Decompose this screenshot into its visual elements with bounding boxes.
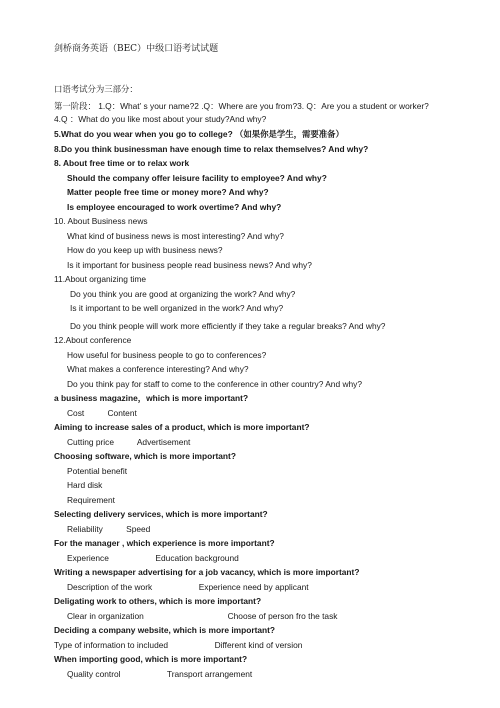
question-line: Is it important to be well organized in the work? And why? [70,303,284,313]
prompt-option: Potential benefit [67,466,128,476]
prompt-heading: Aiming to increase sales of a product, which is more important? [54,422,310,432]
question-line: How useful for business people to go to conferences? [67,350,267,360]
question-line: Should the company offer leisure facility to employee? And why? [67,173,327,183]
prompt-heading: Selecting delivery services, which is more important? [54,509,268,519]
prompt-heading: Deciding a company website, which is more important? [54,625,276,635]
question-5: 5.What do you wear when you go to college? （如果你是学生，需要准备） [54,129,344,139]
part-one-questions: 第一阶段： 1.Q：What’ s your name?2 .Q：Where are you from?3. Q：Are you a student or worker? [54,101,429,111]
document-title: 剑桥商务英语（BEC）中级口语考试试题 [54,44,219,54]
question-4: 4.Q ：What do you like most about your study?And why? [54,114,267,124]
question-line: Do you think people will work more efficiently if they take a regular breaks? And why? [70,321,386,331]
prompt-options: Reliability Speed [67,524,151,534]
question-line: Is it important for business people read business news? And why? [67,260,312,270]
topic-organizing-time: 11.About organizing time [54,274,147,284]
question-line: What kind of business news is most interesting? And why? [67,231,284,241]
prompt-heading: Writing a newspaper advertising for a job vacancy, which is more important? [54,567,360,577]
prompt-heading: Choosing software, which is more important? [54,451,236,461]
prompt-heading: a business magazine，which is more important? [54,393,249,403]
topic-conference: 12.About conference [54,335,132,345]
question-line: How do you keep up with business news? [67,245,223,255]
prompt-option: Hard disk [67,480,103,490]
prompt-options: Cost Content [67,408,137,418]
prompt-options: Experience Education background [67,553,239,563]
question-line: Matter people free time or money more? And why? [67,187,269,197]
question-line: Do you think pay for staff to come to the conference in other country? And why? [67,379,363,389]
question-line: What makes a conference interesting? And why? [67,364,249,374]
topic-business-news: 10. About Business news [54,216,148,226]
prompt-options: Clear in organization Choose of person fro the task [67,611,338,621]
prompt-options: Quality control Transport arrangement [67,669,253,679]
prompt-heading: Deligating work to others, which is more important? [54,596,262,606]
question-line: Do you think you are good at organizing the work? And why? [70,289,296,299]
prompt-options: Description of the work Experience need by applicant [67,582,309,592]
prompt-option: Requirement [67,495,115,505]
section-intro: 口语考试分为三部分： [54,84,138,94]
question-line: Is employee encouraged to work overtime? And why? [67,202,282,212]
topic-free-time: 8. About free time or to relax work [54,158,190,168]
prompt-heading: When importing good, which is more important? [54,654,248,664]
prompt-options: Type of information to included Different kind of version [54,640,303,650]
question-8a: 8.Do you think businessman have enough time to relax themselves? And why? [54,144,369,154]
prompt-heading: For the manager , which experience is more important? [54,538,275,548]
prompt-options: Cutting price Advertisement [67,437,191,447]
